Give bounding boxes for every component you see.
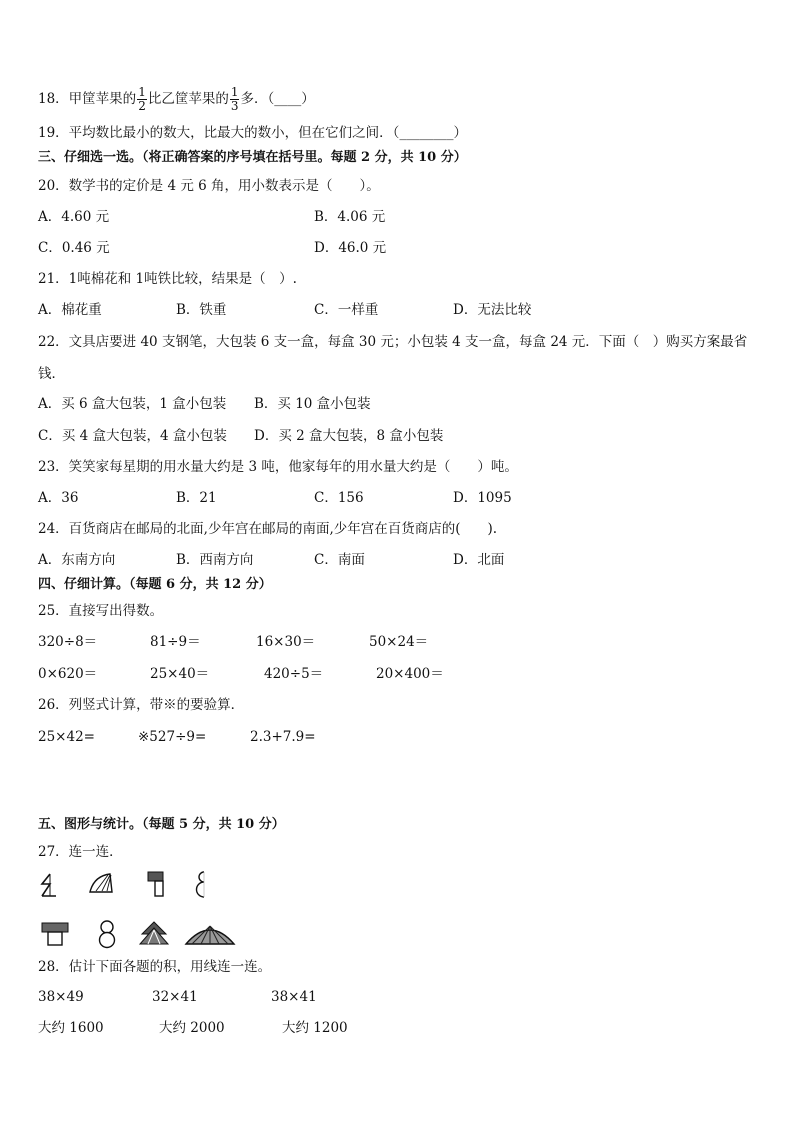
q21-option-d[interactable]: D．无法比较 [453, 302, 532, 318]
section-3-heading: 三、仔细选一选。（将正确答案的序号填在括号里。每题 2 分，共 10 分） [38, 150, 467, 165]
umbrella-icon[interactable] [184, 922, 236, 948]
question-21-stem: 21．1吨棉花和 1吨铁比较，结果是（ ）. [38, 271, 297, 287]
q22-option-c[interactable]: C．买 4 盒大包装，4 盒小包装 [38, 428, 227, 444]
q26-expr: ※527÷9= [138, 729, 207, 745]
q28-answer[interactable]: 大约 2000 [159, 1020, 225, 1036]
q21-option-c[interactable]: C．一样重 [314, 302, 379, 318]
q24-option-c[interactable]: C．南面 [314, 552, 365, 568]
question-19: 19．平均数比最小的数大，比最大的数小，但在它们之间．（________） [38, 125, 467, 141]
question-24-stem: 24．百货商店在邮局的北面,少年宫在邮局的南面,少年宫在百货商店的( ). [38, 521, 498, 537]
question-25-stem: 25．直接写出得数。 [38, 603, 164, 619]
half-umbrella-icon[interactable] [88, 872, 114, 896]
q25-expr: 320÷8＝ [38, 634, 98, 650]
q25-expr: 81÷9＝ [150, 634, 201, 650]
q26-expr: 25×42= [38, 729, 95, 745]
q28-expr[interactable]: 32×41 [152, 989, 198, 1005]
mushroom-icon[interactable] [40, 921, 70, 947]
question-27-stem: 27．连一连． [38, 844, 123, 860]
q22-option-a[interactable]: A．买 6 盒大包装，1 盒小包装 [38, 396, 227, 412]
q20-option-c[interactable]: C．0.46 元 [38, 240, 110, 256]
q24-option-b[interactable]: B．西南方向 [176, 552, 254, 568]
q23-option-a[interactable]: A．36 [38, 490, 79, 506]
fraction-one-third: $\frac{1}{3}$ [230, 85, 239, 113]
q22-option-b[interactable]: B．买 10 盒小包装 [254, 396, 371, 412]
half-snowman-icon[interactable] [194, 870, 210, 900]
half-mushroom-icon[interactable] [146, 870, 166, 898]
q23-option-c[interactable]: C．156 [314, 490, 364, 506]
q25-expr: 50×24＝ [369, 634, 429, 650]
q28-expr[interactable]: 38×49 [38, 989, 84, 1005]
q28-answer[interactable]: 大约 1200 [282, 1020, 348, 1036]
q28-answer[interactable]: 大约 1600 [38, 1020, 104, 1036]
q25-expr: 420÷5＝ [264, 666, 324, 682]
q25-expr: 0×620＝ [38, 666, 98, 682]
q20-option-d[interactable]: D．46.0 元 [314, 240, 387, 256]
q18-answer-blank[interactable]: ____ [274, 91, 302, 107]
q24-option-d[interactable]: D．北面 [453, 552, 505, 568]
question-26-stem: 26．列竖式计算，带※的要验算． [38, 697, 245, 713]
snowman-icon[interactable] [96, 919, 118, 949]
q19-answer-blank[interactable]: ________ [399, 125, 454, 141]
q28-expr[interactable]: 38×41 [271, 989, 317, 1005]
q25-expr: 16×30＝ [256, 634, 316, 650]
q18-post: 多．（ [240, 91, 275, 107]
q23-option-b[interactable]: B．21 [176, 490, 217, 506]
q24-option-a[interactable]: A．东南方向 [38, 552, 116, 568]
q23-option-d[interactable]: D．1095 [453, 490, 512, 506]
q20-option-a[interactable]: A．4.60 元 [38, 209, 110, 225]
q18-mid: 比乙筐苹果的 [147, 91, 229, 107]
q21-option-a[interactable]: A．棉花重 [38, 302, 102, 318]
q26-expr: 2.3+7.9= [250, 729, 316, 745]
fraction-one-half: $\frac{1}{2}$ [138, 85, 146, 113]
q18-pre: 18．甲筐苹果的 [38, 91, 137, 107]
question-22-stem: 22．文具店要进 40 支钢笔，大包装 6 支一盒，每盒 30 元；小包装 4 支一盒，每盒 24 元．下面（ ）购买方案最省 [38, 334, 748, 350]
question-28-stem: 28．估计下面各题的积，用线连一连。 [38, 959, 272, 975]
section-4-heading: 四、仔细计算。（每题 6 分，共 12 分） [38, 577, 272, 592]
q20-option-b[interactable]: B．4.06 元 [314, 209, 386, 225]
q25-expr: 25×40＝ [150, 666, 210, 682]
question-22-stem-cont: 钱． [38, 366, 65, 382]
q21-option-b[interactable]: B．铁重 [176, 302, 227, 318]
question-18: 18．甲筐苹果的 $\frac{1}{2}$ 比乙筐苹果的 $\frac{1}{3}$ 多．（____） [38, 85, 315, 113]
q25-expr: 20×400＝ [376, 666, 444, 682]
question-20-stem: 20．数学书的定价是 4 元 6 角，用小数表示是（ ）。 [38, 178, 380, 194]
section-5-heading: 五、图形与统计。（每题 5 分，共 10 分） [38, 817, 285, 832]
q22-option-d[interactable]: D．买 2 盒大包装，8 盒小包装 [254, 428, 444, 444]
tree-icon[interactable] [138, 920, 170, 948]
question-23-stem: 23．笑笑家每星期的用水量大约是 3 吨，他家每年的用水量大约是（ ）吨。 [38, 459, 518, 475]
half-lightning-icon[interactable] [38, 872, 60, 898]
